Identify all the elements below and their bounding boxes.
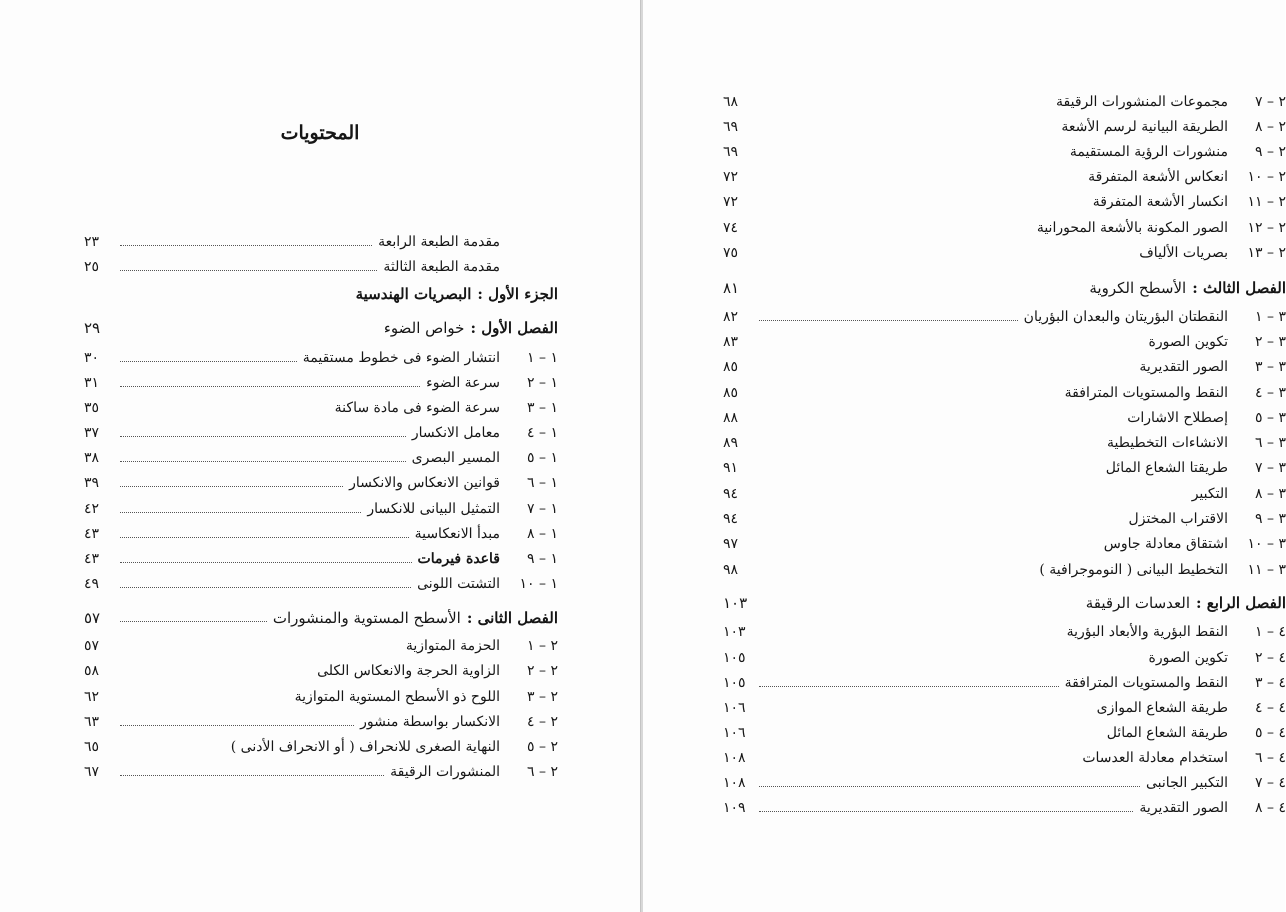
toc-entry [84,396,558,420]
toc-entry [723,381,1286,405]
toc-entry [84,685,558,709]
toc-entry-title: النقط والمستويات المترافقة [1064,385,1228,401]
toc-entry-number: ٢ – ٤ [527,714,558,730]
toc-entry [723,431,1286,455]
toc-entry [723,190,1286,214]
left-page [0,0,640,912]
toc-entry [723,558,1286,582]
toc-entry-title: انكسار الأشعة المتفرقة [1092,194,1228,210]
toc-entry-title: الصور التقديرية [1139,359,1228,375]
toc-entry-title: الانكسار بواسطة منشور [360,714,500,730]
toc-page-number: ١٠٨ [723,775,746,791]
toc-entry-number: ٣ – ٧ [1255,460,1286,476]
toc-chapter-heading [723,591,1286,615]
toc-entry-title: النهاية الصغرى للانحراف ( أو الانحراف الأدنى ) [230,739,500,755]
toc-page-number: ٧٥ [723,245,739,261]
toc-entry [84,522,558,546]
toc-entry [723,671,1286,695]
toc-entry-title: قاعدة فيرمات [417,551,500,567]
toc-entry-number: ٢ – ١١ [1247,194,1286,210]
dot-leader [120,380,420,387]
toc-entry-number: ١ – ٢ [527,375,558,391]
toc-entry-title: مقدمة الطبعة الرابعة [378,234,500,250]
toc-page-number: ١٠٥ [723,650,746,666]
toc-entry-title: طريقة الشعاع الموازى [1096,700,1228,716]
dot-leader [120,480,343,487]
toc-entry-number: ٤ – ٦ [1255,750,1286,766]
dot-leader [759,314,1018,321]
toc-entry-number: الفصل الرابع : [1195,594,1286,612]
toc-entry-title: مقدمة الطبعة الثالثة [383,259,500,275]
toc-entry [723,140,1286,164]
dot-leader [120,615,267,622]
toc-entry [84,421,558,445]
toc-entry-number: الجزء الأول : [477,285,558,303]
toc-page-number: ٥٧ [84,609,101,627]
toc-page-number: ١٠٥ [723,675,746,691]
toc-page-number: ١٠٩ [723,800,746,816]
toc-entry-title: الحزمة المتوازية [405,638,500,654]
toc-entry [84,547,558,571]
toc-entry-title: انعكاس الأشعة المتفرقة [1088,169,1228,185]
toc-entry-title: اشتقاق معادلة جاوس [1103,536,1228,552]
toc-entry-title: استخدام معادلة العدسات [1082,750,1228,766]
toc-entry [723,90,1286,114]
toc-entry-number: ٢ – ٩ [1255,144,1286,160]
toc-entry-number: ٢ – ١٣ [1247,245,1286,261]
toc-entry-number: ٣ – ٨ [1255,486,1286,502]
toc-entry [84,230,558,254]
toc-entry-title: الانشاءات التخطيطية [1107,435,1228,451]
toc-entry-number: ٣ – ١١ [1247,562,1286,578]
toc-entry-number: ٢ – ١ [527,638,558,654]
toc-page-number: ٢٥ [84,259,100,275]
toc-entry-number: ١ – ٩ [527,551,558,567]
toc-entry [84,471,558,495]
toc-chapter-heading [84,316,558,340]
toc-entry-title: الصور التقديرية [1139,800,1228,816]
toc-page-number: ٨٢ [723,309,739,325]
toc-page-number: ٨١ [723,279,740,297]
toc-page-number: ٨٩ [723,435,739,451]
toc-entry-number: ٣ – ٩ [1255,511,1286,527]
toc-page-number: ٨٣ [723,334,739,350]
toc-entry-title: العدسات الرقيقة [1085,594,1190,612]
toc-page-number: ٨٥ [723,385,739,401]
toc-page-number: ٦٥ [84,739,100,755]
toc-entry-number: ١ – ١٠ [519,576,558,592]
toc-entry-number: ١ – ٨ [527,526,558,542]
toc-page-number: ٩٤ [723,511,739,527]
toc-page-number: ٩١ [723,460,739,476]
toc-entry-number: الفصل الأول : [470,319,558,337]
toc-page-number: ٧٢ [723,194,739,210]
dot-leader [759,780,1140,787]
toc-entry-title: طريقتا الشعاع المائل [1105,460,1228,476]
toc-entry [723,796,1286,820]
toc-entry-title: سرعة الضوء [426,375,500,391]
toc-page-number: ٩٧ [723,536,739,552]
toc-page-number: ٥٨ [84,663,100,679]
toc-entry [84,659,558,683]
toc-entry-title: تكوين الصورة [1148,334,1228,350]
toc-entry-title: النقطتان البؤريتان والبعدان البؤريان [1023,309,1228,325]
toc-entry-number: ٢ – ٥ [527,739,558,755]
toc-entry [723,620,1286,644]
toc-entry-number: ٣ – ٦ [1255,435,1286,451]
toc-entry-number: ١ – ٤ [527,425,558,441]
toc-entry [723,646,1286,670]
toc-entry [723,721,1286,745]
toc-entry [723,355,1286,379]
toc-page-number: ٦٩ [723,119,739,135]
toc-page-number: ٦٣ [84,714,100,730]
toc-entry-number: ٤ – ١ [1255,624,1286,640]
toc-page-number: ٢٣ [84,234,100,250]
toc-page-number: ٤٣ [84,551,100,567]
toc-entry-title: قوانين الانعكاس والانكسار [349,475,500,491]
toc-entry [84,760,558,784]
dot-leader [120,556,412,563]
toc-entry-title: التكبير [1191,486,1228,502]
toc-entry-title: اللوح ذو الأسطح المستوية المتوازية [294,689,500,705]
toc-page-number: ٧٤ [723,220,739,236]
toc-entry-title: الأسطح المستوية والمنشورات [272,609,461,627]
toc-entry-title: سرعة الضوء فى مادة ساكنة [334,400,500,416]
toc-page-number: ٩٨ [723,562,739,578]
toc-entry-title: معامل الانكسار [411,425,500,441]
dot-leader [120,430,406,437]
toc-entry-number: ٢ – ٢ [527,663,558,679]
toc-entry [84,572,558,596]
toc-page-number: ٦٢ [84,689,100,705]
toc-entry-title: إصطلاح الاشارات [1127,410,1228,426]
toc-page-number: ١٠٨ [723,750,746,766]
toc-entry-number: ٢ – ٣ [527,689,558,705]
toc-page-number: ٢٩ [84,319,101,337]
toc-entry [723,330,1286,354]
toc-entry-title: تكوين الصورة [1148,650,1228,666]
toc-entry-number: ٢ – ٧ [1255,94,1286,110]
toc-page-number: ١٠٣ [723,624,746,640]
toc-page-number: ٨٨ [723,410,739,426]
toc-entry-number: ٣ – ٣ [1255,359,1286,375]
toc-entry-number: ١ – ٣ [527,400,558,416]
toc-entry-number: ١ – ٧ [527,501,558,517]
toc-page-number: ١٠٦ [723,700,746,716]
toc-entry-number: ١ – ٦ [527,475,558,491]
toc-page-number: ٦٨ [723,94,739,110]
toc-entry-number: ٤ – ٢ [1255,650,1286,666]
contents-title: المحتويات [280,122,360,144]
toc-entry [723,165,1286,189]
toc-page-number: ١٠٣ [723,594,748,612]
toc-entry-title: التمثيل البيانى للانكسار [367,501,500,517]
toc-entry-number: ٤ – ٥ [1255,725,1286,741]
toc-page-number: ٤٩ [84,576,100,592]
toc-entry [723,771,1286,795]
dot-leader [120,531,409,538]
toc-entry [84,710,558,734]
toc-page-number: ٧٢ [723,169,739,185]
toc-entry-title: المنشورات الرقيقة [390,764,500,780]
toc-entry-number: ٣ – ٤ [1255,385,1286,401]
right-page [643,0,1285,912]
toc-entry-title: طريقة الشعاع المائل [1106,725,1228,741]
dot-leader [120,455,406,462]
toc-entry [84,634,558,658]
toc-entry-title: المسير البصرى [411,450,500,466]
toc-entry [723,216,1286,240]
toc-entry-title: مجموعات المنشورات الرقيقة [1056,94,1228,110]
toc-entry-title: منشورات الرؤية المستقيمة [1069,144,1228,160]
toc-entry [84,497,558,521]
toc-entry-title: النقط والمستويات المترافقة [1064,675,1228,691]
toc-chapter-heading [84,606,558,630]
toc-entry-title: خواص الضوء [383,319,465,337]
toc-entry [723,696,1286,720]
dot-leader [120,581,411,588]
toc-chapter-heading [84,282,558,306]
toc-page-number: ٥٧ [84,638,100,654]
toc-entry-number: الفصل الثانى : [466,609,558,627]
dot-leader [120,769,384,776]
toc-entry [84,346,558,370]
dot-leader [120,264,377,271]
toc-entry [723,507,1286,531]
dot-leader [759,680,1059,687]
toc-entry-number: ٢ – ١٠ [1247,169,1286,185]
toc-entry [723,241,1286,265]
toc-page-number: ٤٢ [84,501,100,517]
toc-entry-number: ١ – ١ [527,350,558,366]
toc-page-number: ٣٩ [84,475,100,491]
toc-entry-number: ٢ – ١٢ [1247,220,1286,236]
toc-entry [84,446,558,470]
dot-leader [120,355,297,362]
toc-entry-number: ٤ – ٣ [1255,675,1286,691]
toc-entry-title: انتشار الضوء فى خطوط مستقيمة [302,350,500,366]
toc-page-number: ٦٩ [723,144,739,160]
toc-page-number: ٣٠ [84,350,100,366]
toc-entry-number: ٤ – ٤ [1255,700,1286,716]
toc-page-number: ٣٧ [84,425,100,441]
toc-page-number: ٣١ [84,375,100,391]
toc-entry-title: التكبير الجانبى [1146,775,1228,791]
toc-entry-number: ٤ – ٧ [1255,775,1286,791]
toc-entry-title: الأسطح الكروية [1089,279,1187,297]
toc-entry-title: البصريات الهندسية [355,285,472,303]
toc-entry [723,482,1286,506]
toc-page-number: ٣٨ [84,450,100,466]
toc-entry-title: الزاوية الحرجة والانعكاس الكلى [317,663,500,679]
toc-entry [723,746,1286,770]
toc-page-number: ٣٥ [84,400,100,416]
toc-page-number: ٤٣ [84,526,100,542]
toc-entry-title: النقط البؤرية والأبعاد البؤرية [1066,624,1228,640]
toc-entry-number: ٣ – ٥ [1255,410,1286,426]
toc-page-number: ٩٤ [723,486,739,502]
toc-entry [84,371,558,395]
toc-entry-number: ٣ – ١٠ [1247,536,1286,552]
toc-entry-title: بصريات الألياف [1139,245,1228,261]
dot-leader [120,506,361,513]
dot-leader [120,719,354,726]
toc-entry-title: الصور المكونة بالأشعة المحورانية [1036,220,1228,236]
toc-entry-title: مبدأ الانعكاسية [414,526,500,542]
toc-chapter-heading [723,276,1286,300]
toc-entry [84,735,558,759]
toc-entry-title: التشتت اللونى [417,576,500,592]
toc-page-number: ٦٧ [84,764,100,780]
toc-entry [723,406,1286,430]
dot-leader [120,239,372,246]
toc-entry-title: الطريقة البيانية لرسم الأشعة [1061,119,1228,135]
toc-entry-number: ٢ – ٦ [527,764,558,780]
toc-entry-number: ٣ – ١ [1255,309,1286,325]
toc-entry-number: ٣ – ٢ [1255,334,1286,350]
dot-leader [759,805,1133,812]
toc-entry [723,532,1286,556]
toc-entry-number: الفصل الثالث : [1192,279,1286,297]
toc-entry-number: ٢ – ٨ [1255,119,1286,135]
toc-entry [723,305,1286,329]
toc-entry [84,255,558,279]
toc-entry-number: ١ – ٥ [527,450,558,466]
toc-entry [723,456,1286,480]
toc-entry-number: ٤ – ٨ [1255,800,1286,816]
toc-page-number: ١٠٦ [723,725,746,741]
toc-page-number: ٨٥ [723,359,739,375]
toc-entry-title: الاقتراب المختزل [1128,511,1228,527]
toc-entry-title: التخطيط البيانى ( النوموجرافية ) [1039,562,1228,578]
toc-entry [723,115,1286,139]
